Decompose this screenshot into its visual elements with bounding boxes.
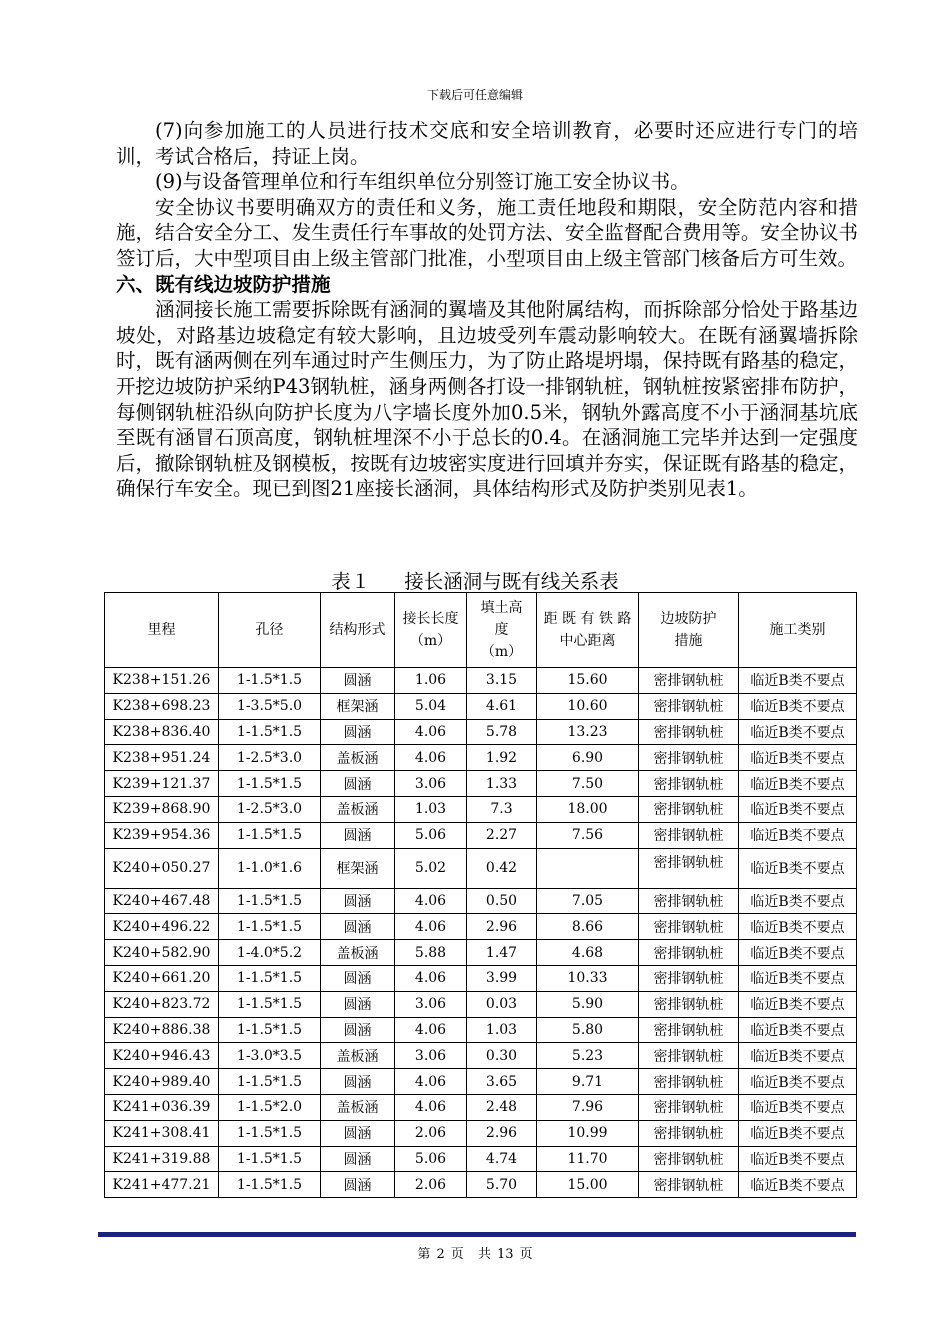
cell-extension-length: 4.06 [395,745,467,771]
cell-mileage: K241+319.88 [105,1146,219,1172]
header-extension-length-label: 接长长度 [402,611,459,627]
cell-distance: 9.71 [537,1069,639,1095]
cell-aperture: 1-4.0*5.2 [219,940,321,966]
cell-structure: 盖板涵 [321,940,395,966]
cell-aperture: 1-1.5*2.0 [219,1094,321,1120]
page-footer [0,1243,950,1262]
cell-extension-length: 2.06 [395,1172,467,1198]
cell-extension-length: 5.04 [395,693,467,719]
total-prefix: 共 [478,1247,492,1262]
cell-distance: 15.00 [537,1172,639,1198]
cell-fill-height: 2.48 [467,1094,537,1120]
cell-category: 临近B类不要点 [739,1069,857,1095]
cell-aperture: 1-1.5*1.5 [219,1120,321,1146]
cell-aperture: 1-1.5*1.5 [219,888,321,914]
table-row [105,796,857,822]
cell-distance: 7.56 [537,822,639,848]
cell-category: 临近B类不要点 [739,1017,857,1043]
cell-protection: 密排钢轨桩 [639,1146,739,1172]
cell-mileage: K238+836.40 [105,719,219,745]
table-row [105,668,857,694]
cell-protection: 密排钢轨桩 [639,965,739,991]
cell-mileage: K240+582.90 [105,940,219,966]
cell-extension-length: 1.03 [395,796,467,822]
cell-distance: 6.90 [537,745,639,771]
cell-mileage: K240+886.38 [105,1017,219,1043]
cell-structure: 圆涵 [321,719,395,745]
paragraph-item-9: (9)与设备管理单位和行车组织单位分别签订施工安全协议书。 [155,170,690,194]
header-fill-height-label-2: 度 [494,622,509,638]
cell-fill-height: 1.33 [467,771,537,797]
cell-aperture: 1-1.5*1.5 [219,965,321,991]
cell-aperture: 1-1.5*1.5 [219,771,321,797]
total-unit: 页 [519,1247,533,1262]
cell-protection: 密排钢轨桩 [639,771,739,797]
cell-distance: 10.99 [537,1120,639,1146]
cell-structure: 圆涵 [321,1017,395,1043]
table-body [105,668,857,1198]
cell-fill-height: 3.15 [467,668,537,694]
table-row [105,940,857,966]
cell-protection: 密排钢轨桩 [639,848,739,888]
cell-distance: 8.66 [537,914,639,940]
document-body [116,118,858,502]
cell-category: 临近B类不要点 [739,1094,857,1120]
paragraph-slope-protection: 涵洞接长施工需要拆除既有涵洞的翼墙及其他附属结构，而拆除部分恰处于路基边坡处，对路基边坡稳定有较大影响，且边坡受列车震动影响较大。在既有涵翼墙拆除时，既有涵两侧在列车通过时产生侧压力，为了防止路堤坍塌，保持既有路基的稳定，开挖边坡防护采纳P43钢轨桩，涵身两侧各打设一排钢轨桩，钢轨桩按紧密排布防护，每侧钢轨桩沿纵向防护长度为八字墙长度外加0.5米，钢轨外露高度不小于涵洞基坑底至既有涵冒石顶高度，钢轨桩埋深不小于总长的0.4。在涵洞施工完毕并达到一定强度后，撤除钢轨桩及钢模板，按既有边坡密实度进行回填并夯实，保证既有路基的稳定，确保行车安全。现已到图21座接长涵洞，具体结构形式及防护类别见表1。 [116,298,858,501]
cell-structure: 圆涵 [321,1069,395,1095]
cell-structure: 圆涵 [321,668,395,694]
cell-distance: 11.70 [537,1146,639,1172]
page-prefix: 第 [417,1247,431,1262]
cell-distance: 15.60 [537,668,639,694]
cell-mileage: K238+951.24 [105,745,219,771]
header-extension-length-unit: （m） [409,633,452,649]
cell-extension-length: 4.06 [395,914,467,940]
table-row [105,1094,857,1120]
table-row [105,914,857,940]
cell-mileage: K241+477.21 [105,1172,219,1198]
cell-fill-height: 1.47 [467,940,537,966]
cell-extension-length: 4.06 [395,719,467,745]
cell-category: 临近B类不要点 [739,668,857,694]
cell-extension-length: 3.06 [395,1043,467,1069]
cell-protection: 密排钢轨桩 [639,1043,739,1069]
cell-extension-length: 3.06 [395,771,467,797]
header-aperture: 孔径 [219,593,321,668]
table-row [105,693,857,719]
table-row [105,1069,857,1095]
cell-distance: 5.23 [537,1043,639,1069]
cell-mileage: K241+036.39 [105,1094,219,1120]
cell-extension-length: 3.06 [395,991,467,1017]
cell-category: 临近B类不要点 [739,771,857,797]
header-structure: 结构形式 [321,593,395,668]
cell-category: 临近B类不要点 [739,914,857,940]
cell-extension-length: 5.06 [395,1146,467,1172]
cell-category: 临近B类不要点 [739,965,857,991]
cell-structure: 圆涵 [321,991,395,1017]
cell-fill-height: 0.42 [467,848,537,888]
table-row [105,888,857,914]
cell-aperture: 1-2.5*3.0 [219,745,321,771]
cell-mileage: K240+496.22 [105,914,219,940]
cell-structure: 框架涵 [321,693,395,719]
cell-structure: 圆涵 [321,888,395,914]
cell-extension-length: 5.88 [395,940,467,966]
table-row [105,1146,857,1172]
cell-fill-height: 3.65 [467,1069,537,1095]
cell-extension-length: 5.06 [395,822,467,848]
cell-fill-height: 4.74 [467,1146,537,1172]
cell-distance: 7.50 [537,771,639,797]
cell-category: 临近B类不要点 [739,991,857,1017]
header-fill-height-label-1: 填土高 [480,600,523,616]
cell-protection: 密排钢轨桩 [639,940,739,966]
header-mileage: 里程 [105,593,219,668]
cell-mileage: K240+467.48 [105,888,219,914]
page-total: 13 [497,1247,514,1262]
table-row [105,822,857,848]
cell-distance: 7.96 [537,1094,639,1120]
cell-distance: 7.05 [537,888,639,914]
header-distance-label-1: 距 既 有 铁 路 [543,611,632,627]
table-row [105,771,857,797]
table-row [105,1017,857,1043]
cell-fill-height: 7.3 [467,796,537,822]
table-header-row [105,593,857,668]
cell-fill-height: 2.96 [467,914,537,940]
cell-mileage: K240+661.20 [105,965,219,991]
table-caption-title: 接长涵洞与既有线关系表 [404,570,619,593]
culvert-table [104,592,857,1198]
cell-structure: 圆涵 [321,1172,395,1198]
table-row [105,848,857,888]
cell-distance: 10.60 [537,693,639,719]
cell-aperture: 1-1.5*1.5 [219,1017,321,1043]
table-caption [0,566,950,594]
cell-structure: 盖板涵 [321,1094,395,1120]
table-row [105,719,857,745]
cell-fill-height: 1.03 [467,1017,537,1043]
cell-protection: 密排钢轨桩 [639,668,739,694]
cell-distance: 13.23 [537,719,639,745]
cell-protection: 密排钢轨桩 [639,1017,739,1043]
cell-structure: 盖板涵 [321,745,395,771]
page-current: 2 [436,1247,445,1262]
cell-aperture: 1-2.5*3.0 [219,796,321,822]
cell-extension-length: 4.06 [395,1094,467,1120]
cell-structure: 盖板涵 [321,796,395,822]
cell-mileage: K238+151.26 [105,668,219,694]
header-distance-label-2: 中心距离 [559,633,616,649]
table-row [105,991,857,1017]
cell-structure: 圆涵 [321,1120,395,1146]
cell-distance: 5.90 [537,991,639,1017]
cell-structure: 圆涵 [321,965,395,991]
table-row [105,1120,857,1146]
cell-protection: 密排钢轨桩 [639,1094,739,1120]
cell-structure: 圆涵 [321,1146,395,1172]
cell-aperture: 1-1.5*1.5 [219,668,321,694]
cell-extension-length: 1.06 [395,668,467,694]
cell-extension-length: 4.06 [395,965,467,991]
cell-structure: 盖板涵 [321,1043,395,1069]
cell-protection: 密排钢轨桩 [639,719,739,745]
cell-aperture: 1-1.5*1.5 [219,991,321,1017]
cell-distance: 18.00 [537,796,639,822]
table-caption-number: 表１ [331,570,371,593]
cell-mileage: K240+989.40 [105,1069,219,1095]
cell-protection: 密排钢轨桩 [639,1069,739,1095]
cell-mileage: K239+868.90 [105,796,219,822]
cell-fill-height: 0.30 [467,1043,537,1069]
cell-extension-length: 5.02 [395,848,467,888]
cell-aperture: 1-3.0*3.5 [219,1043,321,1069]
cell-mileage: K239+954.36 [105,822,219,848]
paragraph-item-7: (7)向参加施工的人员进行技术交底和安全培训教育，必要时还应进行专门的培训，考试合格后，持证上岗。 [116,119,858,168]
section-heading: 六、既有线边坡防护措施 [116,272,331,296]
cell-extension-length: 4.06 [395,1017,467,1043]
cell-protection: 密排钢轨桩 [639,796,739,822]
cell-mileage: K240+946.43 [105,1043,219,1069]
cell-aperture: 1-1.5*1.5 [219,1069,321,1095]
header-protection-label-2: 措施 [674,633,703,649]
table-row [105,1043,857,1069]
paragraph-safety-agreement: 安全协议书要明确双方的责任和义务，施工责任地段和期限，安全防范内容和措施，结合安全分工、发生责任行车事故的处罚方法、安全监督配合费用等。安全协议书签订后，大中型项目由上级主管部门批准，小型项目由上级主管部门核备后方可生效。 [116,195,858,270]
cell-fill-height: 2.27 [467,822,537,848]
table-row [105,965,857,991]
cell-aperture: 1-1.5*1.5 [219,1172,321,1198]
page-header-note: 下载后可任意编辑 [426,88,523,102]
cell-protection: 密排钢轨桩 [639,822,739,848]
cell-aperture: 1-1.5*1.5 [219,719,321,745]
header-protection [639,593,739,668]
cell-protection: 密排钢轨桩 [639,888,739,914]
cell-structure: 圆涵 [321,914,395,940]
cell-aperture: 1-1.5*1.5 [219,1146,321,1172]
cell-mileage: K240+050.27 [105,848,219,888]
cell-fill-height: 3.99 [467,965,537,991]
cell-distance: 5.80 [537,1017,639,1043]
cell-category: 临近B类不要点 [739,888,857,914]
cell-category: 临近B类不要点 [739,1043,857,1069]
header-fill-height-unit: （m） [480,644,523,660]
cell-fill-height: 1.92 [467,745,537,771]
cell-fill-height: 4.61 [467,693,537,719]
cell-mileage: K238+698.23 [105,693,219,719]
cell-category: 临近B类不要点 [739,1120,857,1146]
cell-category: 临近B类不要点 [739,940,857,966]
table-row [105,1172,857,1198]
cell-aperture: 1-1.0*1.6 [219,848,321,888]
cell-fill-height: 0.03 [467,991,537,1017]
header-distance [537,593,639,668]
cell-extension-length: 4.06 [395,1069,467,1095]
cell-category: 临近B类不要点 [739,1172,857,1198]
cell-protection: 密排钢轨桩 [639,914,739,940]
cell-structure: 圆涵 [321,771,395,797]
table-row [105,745,857,771]
cell-mileage: K240+823.72 [105,991,219,1017]
cell-category: 临近B类不要点 [739,1146,857,1172]
cell-distance [537,848,639,888]
cell-protection: 密排钢轨桩 [639,1120,739,1146]
cell-fill-height: 5.78 [467,719,537,745]
cell-structure: 框架涵 [321,848,395,888]
cell-category: 临近B类不要点 [739,848,857,888]
cell-structure: 圆涵 [321,822,395,848]
header-fill-height [467,593,537,668]
header-category: 施工类别 [739,593,857,668]
cell-protection: 密排钢轨桩 [639,693,739,719]
cell-extension-length: 4.06 [395,888,467,914]
cell-mileage: K241+308.41 [105,1120,219,1146]
cell-aperture: 1-3.5*5.0 [219,693,321,719]
page-unit: 页 [450,1247,464,1262]
cell-aperture: 1-1.5*1.5 [219,822,321,848]
cell-category: 临近B类不要点 [739,745,857,771]
cell-mileage: K239+121.37 [105,771,219,797]
cell-category: 临近B类不要点 [739,796,857,822]
header-extension-length [395,593,467,668]
cell-distance: 4.68 [537,940,639,966]
footer-divider [98,1232,856,1237]
cell-fill-height: 5.70 [467,1172,537,1198]
cell-fill-height: 2.96 [467,1120,537,1146]
cell-category: 临近B类不要点 [739,822,857,848]
header-protection-label-1: 边坡防护 [660,611,717,627]
cell-distance: 10.33 [537,965,639,991]
cell-protection: 密排钢轨桩 [639,745,739,771]
cell-extension-length: 2.06 [395,1120,467,1146]
cell-protection: 密排钢轨桩 [639,991,739,1017]
cell-category: 临近B类不要点 [739,693,857,719]
cell-aperture: 1-1.5*1.5 [219,914,321,940]
cell-category: 临近B类不要点 [739,719,857,745]
cell-protection: 密排钢轨桩 [639,1172,739,1198]
cell-fill-height: 0.50 [467,888,537,914]
